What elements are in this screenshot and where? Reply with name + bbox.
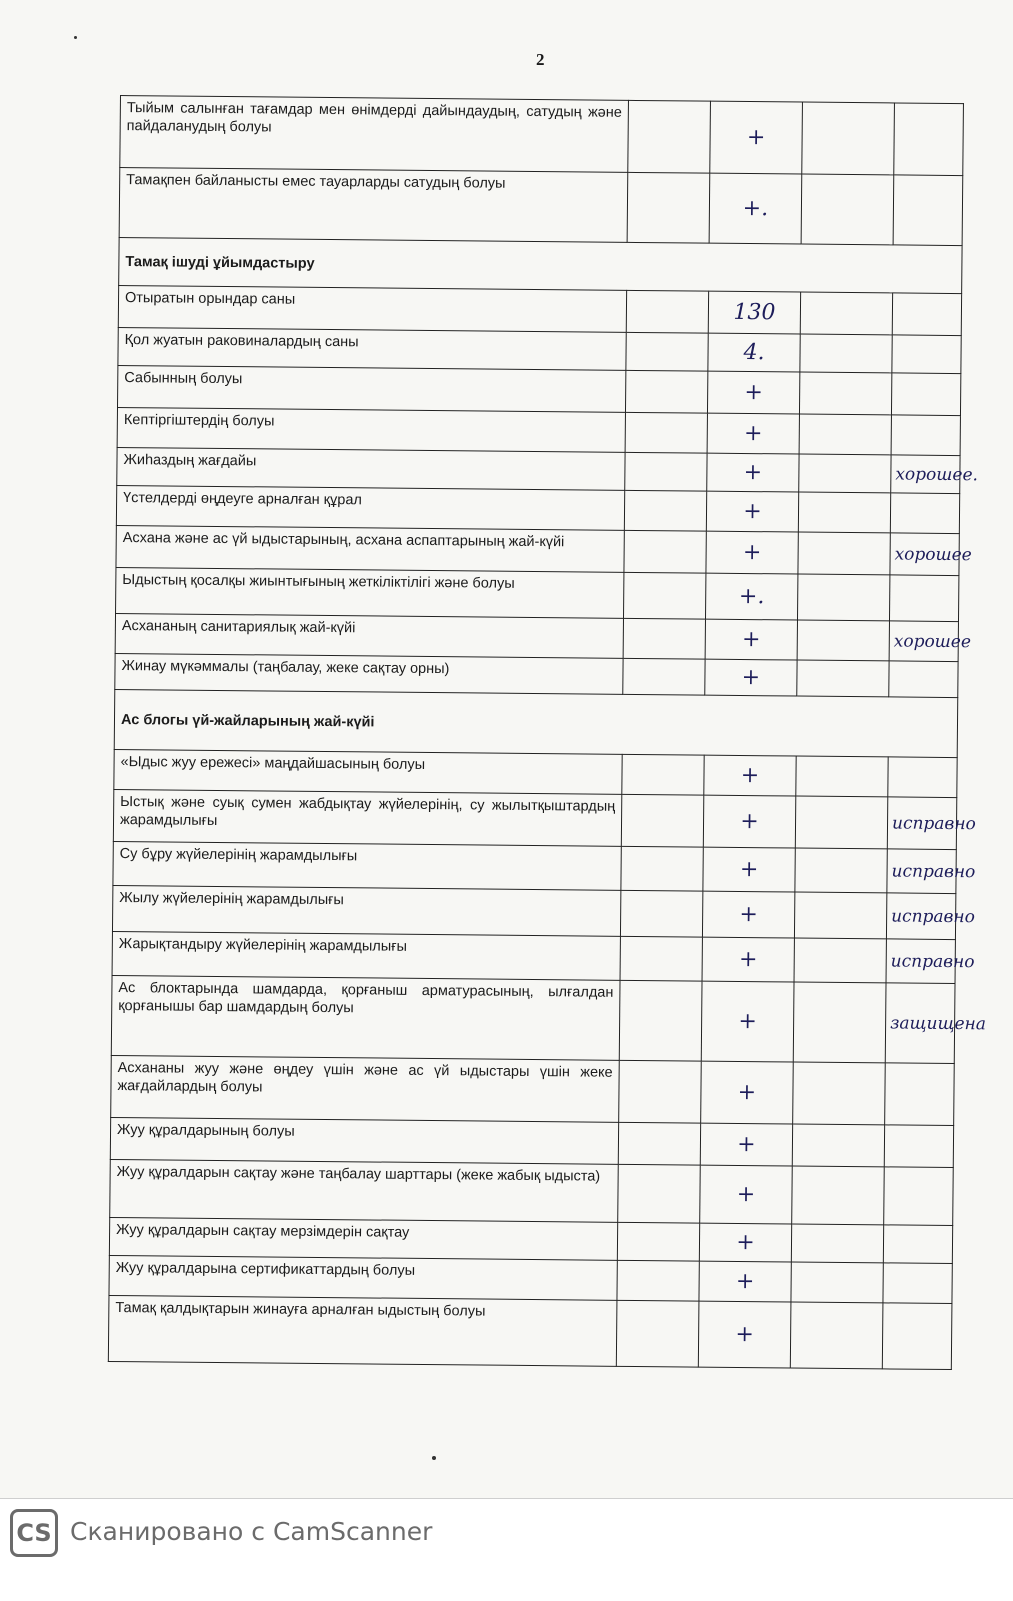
empty-cell [620,936,702,981]
watermark-caption: Сканировано с CamScanner [70,1517,433,1546]
handwritten-mark: + [702,937,794,982]
handwritten-mark: + [702,891,794,938]
empty-cell [799,454,891,493]
handwritten-mark: + [706,531,798,574]
handwritten-note: исправно [887,849,956,894]
empty-cell [624,490,706,531]
empty-cell [798,532,890,575]
empty-cell [625,452,707,491]
handwritten-note: хорошее [890,533,959,576]
criterion-label: Асхананы жуу және өңдеу үшін және ас үй ыдыстары үшін жеке жағдайлардың болуы [111,1055,620,1122]
criterion-label: Жиһаздың жағдайы [117,447,625,490]
handwritten-mark: + [703,847,795,892]
empty-cell [794,892,886,939]
empty-cell [627,172,710,243]
criterion-label: Тамақпен байланысты емес тауарларды сатудың болуы [119,168,628,243]
criterion-label: Тыйым салынған тағамдар мен өнімдерді дайындаудың, сатудың және пайдаланудың болуы [120,96,629,173]
empty-cell [794,938,886,983]
table-row [111,1055,955,1125]
checklist-sheet [108,95,987,1370]
handwritten-mark: + [700,1123,792,1166]
table-row [111,975,955,1063]
table-row [119,168,963,246]
scan-speck [74,36,77,39]
handwritten-mark: + [710,101,803,174]
empty-cell [623,658,705,695]
empty-cell [800,334,892,373]
table-row [108,1295,952,1369]
empty-cell [800,292,892,335]
handwritten-note [888,757,957,798]
table-row [116,567,959,621]
handwritten-note [894,103,964,176]
empty-cell [621,846,703,891]
criterion-label: Отыратын орындар саны [118,285,626,332]
empty-cell [797,660,889,697]
empty-cell [622,754,704,795]
criterion-label: Қол жуатын раковиналардың саны [118,327,626,370]
empty-cell [801,174,894,245]
handwritten-mark: +. [705,573,797,620]
empty-cell [618,1164,701,1223]
handwritten-mark: + [704,755,796,796]
handwritten-note [893,175,963,246]
criterion-label: Кептіргіштердің болуы [117,407,625,452]
handwritten-note: хорошее [889,621,958,662]
criterion-label: Ас блоктарында шамдарда, қорғаныш арматурасының, ылғалдан қорғанышы бар шамдардың болуы [111,975,620,1060]
handwritten-mark: 130 [708,291,800,334]
handwritten-mark: +. [709,173,802,244]
empty-cell [623,572,705,619]
criterion-label: Жинау мүкәммалы (таңбалау, жеке сақтау орны) [115,653,623,694]
empty-cell [790,1302,883,1369]
criterion-label: Сабынның болуы [118,365,626,412]
handwritten-note: защищена [885,983,955,1064]
table-row [110,1159,954,1225]
empty-cell [793,982,886,1063]
empty-cell [619,1060,702,1123]
handwritten-note [885,1063,955,1126]
handwritten-note: исправно [887,797,956,850]
handwritten-mark: + [700,1165,793,1224]
empty-cell [799,414,891,455]
handwritten-mark: + [707,413,799,454]
handwritten-note [884,1125,953,1168]
handwritten-mark: + [701,1061,794,1124]
handwritten-note [891,415,960,456]
table-row [113,789,956,849]
empty-cell [623,618,705,659]
handwritten-note [892,293,961,336]
checklist-table [108,95,987,1370]
handwritten-note: исправно [886,939,955,984]
empty-cell [795,848,887,893]
handwritten-mark: + [707,453,799,492]
handwritten-mark: + [701,981,794,1062]
criterion-label: Жуу құралдарының болуы [110,1117,618,1164]
handwritten-note [889,575,958,622]
criterion-label: Тамақ қалдықтарын жинауға арналған ыдыстың болуы [108,1295,617,1366]
table-row [112,885,955,939]
criterion-label: Су бұру жүйелерінің жарамдылығы [113,841,621,890]
empty-cell [798,492,890,533]
criterion-label: Жарықтандыру жүйелерінің жарамдылығы [112,931,620,980]
empty-cell [621,794,703,847]
empty-cell [617,1260,699,1301]
handwritten-mark: + [703,795,795,848]
criterion-label: «Ыдыс жуу ережесі» маңдайшасының болуы [114,749,622,794]
empty-cell [616,1300,699,1367]
empty-cell [799,372,891,415]
criterion-label: Ыдыстың қосалқы жиынтығының жеткіліктілігі және болуы [116,567,624,618]
empty-cell [797,574,889,621]
empty-cell [792,1124,884,1167]
handwritten-mark: 4. [708,333,800,372]
section-header-row [119,237,962,293]
empty-cell [802,102,895,175]
handwritten-mark: + [706,491,798,532]
empty-cell [796,756,888,797]
checklist-rows [108,96,987,1370]
scan-speck [432,1456,436,1460]
handwritten-mark: + [699,1223,791,1262]
handwritten-note [889,661,958,698]
criterion-label: Жуу құралдарын сақтау және таңбалау шарттары (жеке жабық ыдыста) [110,1159,619,1222]
section-title: Ас блогы үй-жайларының жай-күйі [114,689,958,757]
empty-cell [626,290,708,333]
empty-cell [618,1122,700,1165]
empty-cell [619,980,702,1061]
empty-cell [624,530,706,573]
handwritten-mark: + [705,659,797,696]
handwritten-note: хорошее. [891,455,960,494]
handwritten-note [891,373,960,416]
empty-cell [795,796,887,849]
camscanner-logo-icon: CS [10,1509,58,1557]
empty-cell [617,1222,699,1261]
empty-cell [797,620,889,661]
empty-cell [628,100,711,173]
criterion-label: Үстелдерді өңдеуге арналған құрал [116,485,624,530]
criterion-label: Жуу құралдарына сертификаттардың болуы [109,1255,617,1300]
handwritten-note [892,335,961,374]
criterion-label: Жуу құралдарын сақтау мерзімдерін сақтау [109,1217,617,1260]
criterion-label: Асхана және ас үй ыдыстарының, асхана аспаптарының жай-күйі [116,525,624,572]
empty-cell [793,1062,886,1125]
empty-cell [791,1224,883,1263]
handwritten-note [883,1225,952,1264]
empty-cell [625,370,707,413]
criterion-label: Ыстық және суық сумен жабдықтау жүйелерінің, су жылытқыштардың жарамдылығы [113,789,621,846]
handwritten-mark: + [699,1261,791,1302]
criterion-label: Асхананың санитариялық жай-күйі [115,613,623,658]
empty-cell [792,1166,885,1225]
camscanner-watermark [0,1498,1013,1601]
criterion-label: Жылу жүйелерінің жарамдылығы [112,885,620,936]
empty-cell [791,1262,883,1303]
page-number: 2 [536,50,545,69]
empty-cell [626,332,708,371]
handwritten-note [882,1303,952,1370]
table-row [120,96,964,176]
empty-cell [620,890,702,937]
section-header-row [114,689,958,757]
handwritten-mark: + [707,371,799,414]
handwritten-note [890,493,959,534]
handwritten-mark: + [705,619,797,660]
handwritten-note: исправно [886,893,955,940]
handwritten-note [883,1263,952,1304]
handwritten-mark: + [698,1301,791,1368]
handwritten-note [884,1167,954,1226]
section-title: Тамақ ішуді ұйымдастыру [119,237,962,293]
empty-cell [625,412,707,453]
